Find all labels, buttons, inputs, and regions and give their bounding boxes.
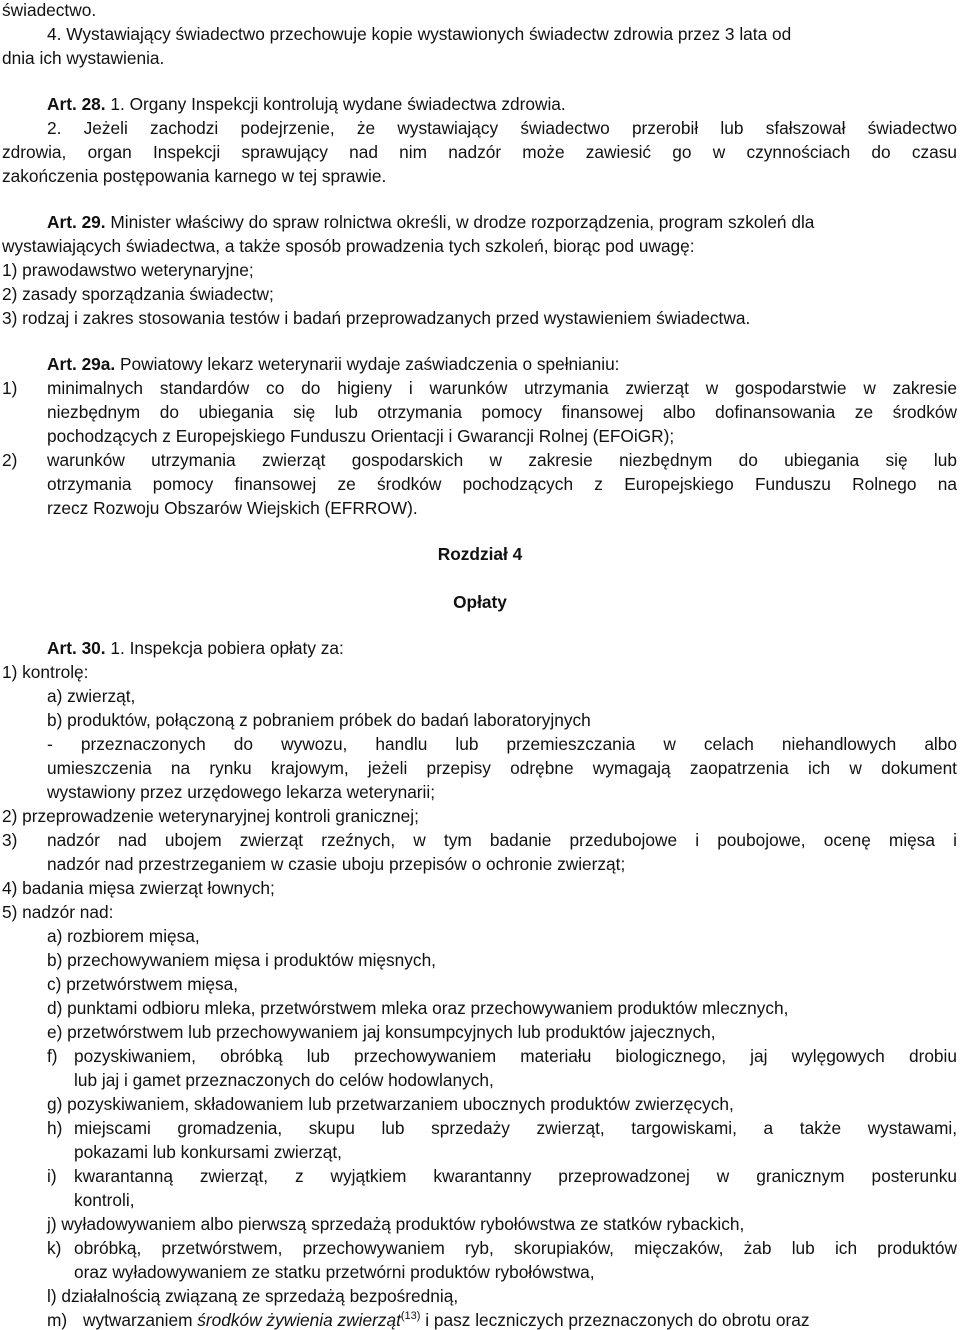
article-line [47,354,619,374]
list-item: d) punktami odbioru mleka, przetwórstwem mleka oraz przechowywaniem produktów mlecznych, [47,998,789,1018]
list-item: minimalnych standardów co do higieny i warunków utrzymania zwierząt w gospodarstwie w zakresie [47,378,957,398]
list-item [83,1310,809,1330]
article-number: Art. 28. [47,94,106,114]
list-item: c) przetwórstwem mięsa, [47,974,239,994]
text-line: 4. Wystawiający świadectwo przechowuje kopie wystawionych świadectw zdrowia przez 3 lata od [47,24,792,44]
list-item: 1) prawodawstwo weterynaryjne; [2,260,254,280]
list-number: 2) [2,450,18,470]
text-line: kontroli, [74,1190,135,1210]
list-item: g) pozyskiwaniem, składowaniem lub przetwarzaniem ubocznych produktów zwierzęcych, [47,1094,734,1114]
text-line: zakończenia postępowania karnego w tej sprawie. [2,166,387,186]
text-line: nadzór nad przestrzeganiem w czasie uboju przepisów o ochronie zwierząt; [47,854,626,874]
list-item: obróbką, przetwórstwem, przechowywaniem ryb, skorupiaków, mięczaków, żab lub ich produktów [74,1238,957,1258]
list-number: 1) [2,378,18,398]
list-item: miejscami gromadzenia, skupu lub sprzedaży zwierząt, targowiskami, a także wystawami, [74,1118,957,1138]
list-number: m) [47,1310,68,1330]
article-text: 1. Organy Inspekcji kontrolują wydane świadectwa zdrowia. [105,94,566,114]
text-span: wytwarzaniem [83,1310,198,1330]
text-line: 2. Jeżeli zachodzi podejrzenie, że wystawiający świadectwo przerobił lub sfałszował świadectwo [47,118,957,138]
text-line: wystawiony przez urzędowego lekarza weterynarii; [47,782,436,802]
list-item: 2) przeprowadzenie weterynaryjnej kontroli granicznej; [2,806,419,826]
italic-term: środków żywienia zwierząt [197,1310,401,1330]
list-item: pozyskiwaniem, obróbką lub przechowywaniem materiału biologicznego, jaj wylęgowych drobiu [74,1046,957,1066]
text-line: umieszczenia na rynku krajowym, jeżeli przepisy odrębne wymagają zaopatrzenia ich w dokument [47,758,957,778]
article-line [47,638,344,658]
list-number: k) [47,1238,62,1258]
article-line [47,94,566,114]
article-line [47,212,814,232]
text-line: świadectwo. [2,0,97,20]
list-item: 3) rodzaj i zakres stosowania testów i badań przeprowadzanych przed wystawieniem świadectwa. [2,308,751,328]
text-line: rzecz Rozwoju Obszarów Wiejskich (EFRROW). [47,498,418,518]
text-line: - przeznaczonych do wywozu, handlu lub przemieszczania w celach niehandlowych albo [47,734,957,754]
article-number: Art. 29. [47,212,106,232]
list-item: l) działalnością związaną ze sprzedażą bezpośrednią, [47,1286,459,1306]
text-line: zdrowia, organ Inspekcji sprawujący nad nim nadzór może zawiesić go w czynnościach do czasu [2,142,957,162]
list-item: kwarantanną zwierząt, z wyjątkiem kwarantanny przeprowadzonej w granicznym posterunku [74,1166,957,1186]
list-item: 5) nadzór nad: [2,902,114,922]
footnote-reference: (13) [400,1310,421,1323]
list-item: b) produktów, połączoną z pobraniem próbek do badań laboratoryjnych [47,710,591,730]
text-line: pokazami lub konkursami zwierząt, [74,1142,342,1162]
text-line: oraz wyładowywaniem ze statku przetwórni produktów rybołówstwa, [74,1262,595,1282]
list-number: 3) [2,830,18,850]
article-number: Art. 30. [47,638,106,658]
article-text: 1. Inspekcja pobiera opłaty za: [105,638,344,658]
list-item: 4) badania mięsa zwierząt łownych; [2,878,275,898]
list-number: h) [47,1118,63,1138]
list-item: j) wyładowywaniem albo pierwszą sprzedażą produktów rybołówstwa ze statków rybackich, [47,1214,745,1234]
text-line: lub jaj i gamet przeznaczonych do celów hodowlanych, [74,1070,494,1090]
text-line: pochodzących z Europejskiego Funduszu Orientacji i Gwarancji Rolnej (EFOiGR); [47,426,675,446]
list-item: a) rozbiorem mięsa, [47,926,200,946]
list-number: f) [47,1046,58,1066]
list-item: e) przetwórstwem lub przechowywaniem jaj konsumpcyjnych lub produktów jajecznych, [47,1022,716,1042]
list-number: i) [47,1166,57,1186]
text-line: wystawiających świadectwa, a także sposób prowadzenia tych szkoleń, biorąc pod uwagę: [2,236,695,256]
list-item: a) zwierząt, [47,686,136,706]
article-number: Art. 29a. [47,354,116,374]
list-item: 1) kontrolę: [2,662,89,682]
list-item: 2) zasady sporządzania świadectw; [2,284,274,304]
article-text: Minister właściwy do spraw rolnictwa określi, w drodze rozporządzenia, program szkoleń dla [105,212,815,232]
list-item: warunków utrzymania zwierząt gospodarskich w zakresie niezbędnym do ubiegania się lub [47,450,957,470]
text-line: otrzymania pomocy finansowej ze środków pochodzących z Europejskiego Funduszu Rolnego na [47,474,957,494]
text-span: i pasz leczniczych przeznaczonych do obrotu oraz [420,1310,810,1330]
text-line: dnia ich wystawienia. [2,48,165,68]
article-text: Powiatowy lekarz weterynarii wydaje zaświadczenia o spełnianiu: [115,354,620,374]
chapter-title: Opłaty [453,592,507,612]
chapter-heading: Rozdział 4 [437,544,523,564]
list-item: b) przechowywaniem mięsa i produktów mięsnych, [47,950,436,970]
list-item: nadzór nad ubojem zwierząt rzeźnych, w tym badanie przedubojowe i poubojowe, ocenę mięsa i [47,830,957,850]
text-line: niezbędnym do ubiegania się lub otrzymania pomocy finansowej albo dofinansowania ze środków [47,402,957,422]
